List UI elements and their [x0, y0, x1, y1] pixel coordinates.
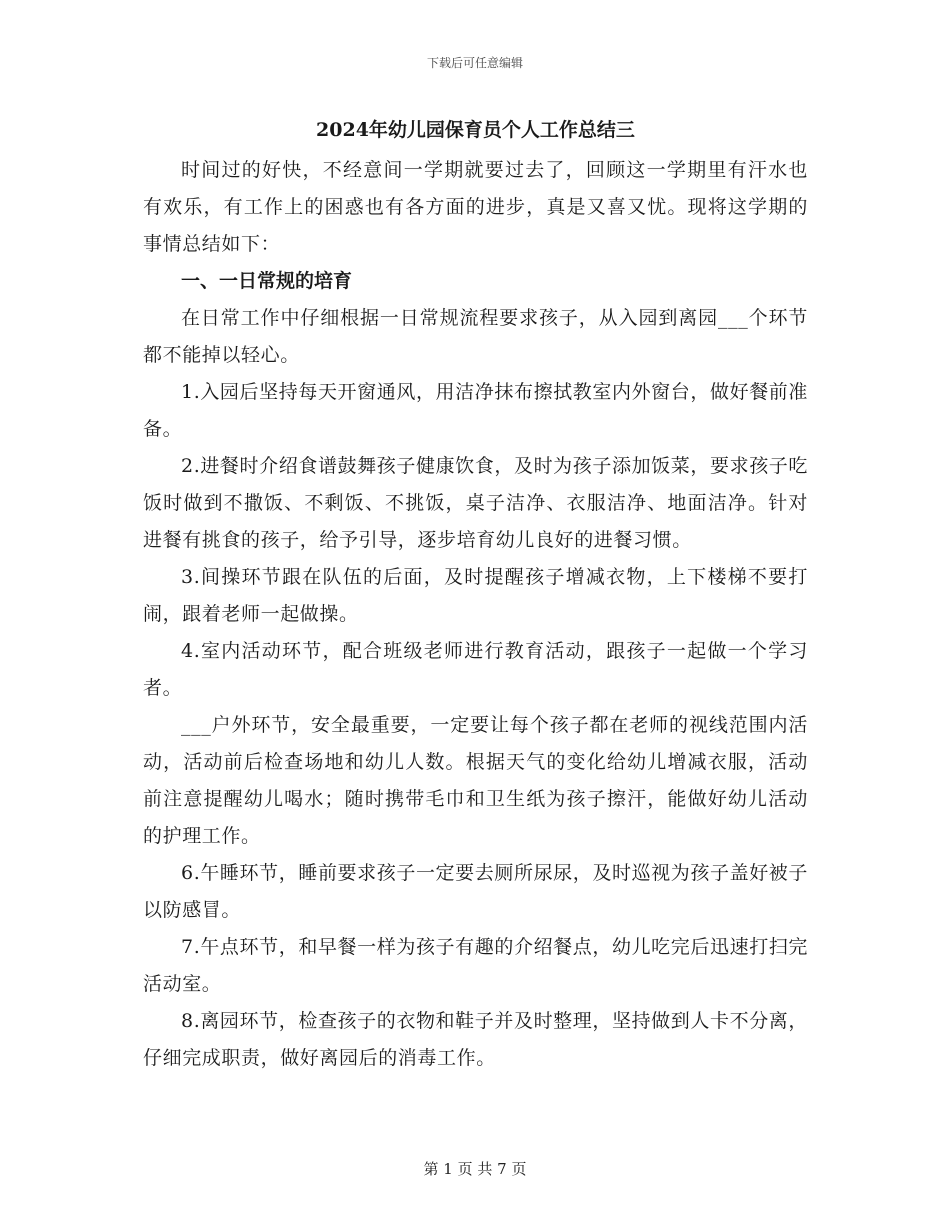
page-title: 2024年幼儿园保育员个人工作总结三: [316, 119, 635, 141]
paragraph: 7.午点环节，和早餐一样为孩子有趣的介绍餐点，幼儿吃完后迅速打扫完活动室。: [143, 936, 808, 995]
page-number: 第 1 页 共 7 页: [423, 1160, 527, 1178]
paragraph: 8.离园环节，检查孩子的衣物和鞋子并及时整理，坚持做到人卡不分离，仔细完成职责，做好离园后的消毒工作。: [143, 1010, 808, 1069]
paragraph: 2.进餐时介绍食谱鼓舞孩子健康饮食，及时为孩子添加饭菜，要求孩子吃饭时做到不撒饭、不剩饭、不挑饭，桌子洁净、衣服洁净、地面洁净。针对进餐有挑食的孩子，给予引导，逐步培育幼儿良好的进餐习惯。: [143, 455, 808, 551]
paragraph: 4.室内活动环节，配合班级老师进行教育活动，跟孩子一起做一个学习者。: [143, 640, 808, 699]
section-heading: 一、一日常规的培育: [181, 270, 353, 292]
intro-paragraph: 时间过的好快，不经意间一学期就要过去了，回顾这一学期里有汗水也有欢乐，有工作上的困惑也有各方面的进步，真是又喜又忧。现将这学期的事情总结如下：: [143, 159, 808, 255]
document-body: [143, 112, 808, 1077]
paragraph: ___户外环节，安全最重要，一定要让每个孩子都在老师的视线范围内活动，活动前后检查场地和幼儿人数。根据天气的变化给幼儿增减衣服，活动前注意提醒幼儿喝水；随时携带毛巾和卫生纸为孩子擦汗，能做好幼儿活动的护理工作。: [143, 714, 808, 847]
paragraph: 1.入园后坚持每天开窗通风，用洁净抹布擦拭教室内外窗台，做好餐前准备。: [143, 381, 808, 440]
header-note: 下载后可任意编辑: [426, 56, 523, 70]
paragraph: 6.午睡环节，睡前要求孩子一定要去厕所尿尿，及时巡视为孩子盖好被子以防感冒。: [143, 862, 808, 921]
paragraph: 3.间操环节跟在队伍的后面，及时提醒孩子增减衣物，上下楼梯不要打闹，跟着老师一起做操。: [143, 566, 808, 625]
paragraph: 在日常工作中仔细根据一日常规流程要求孩子，从入园到离园___个环节都不能掉以轻心。: [143, 307, 808, 366]
